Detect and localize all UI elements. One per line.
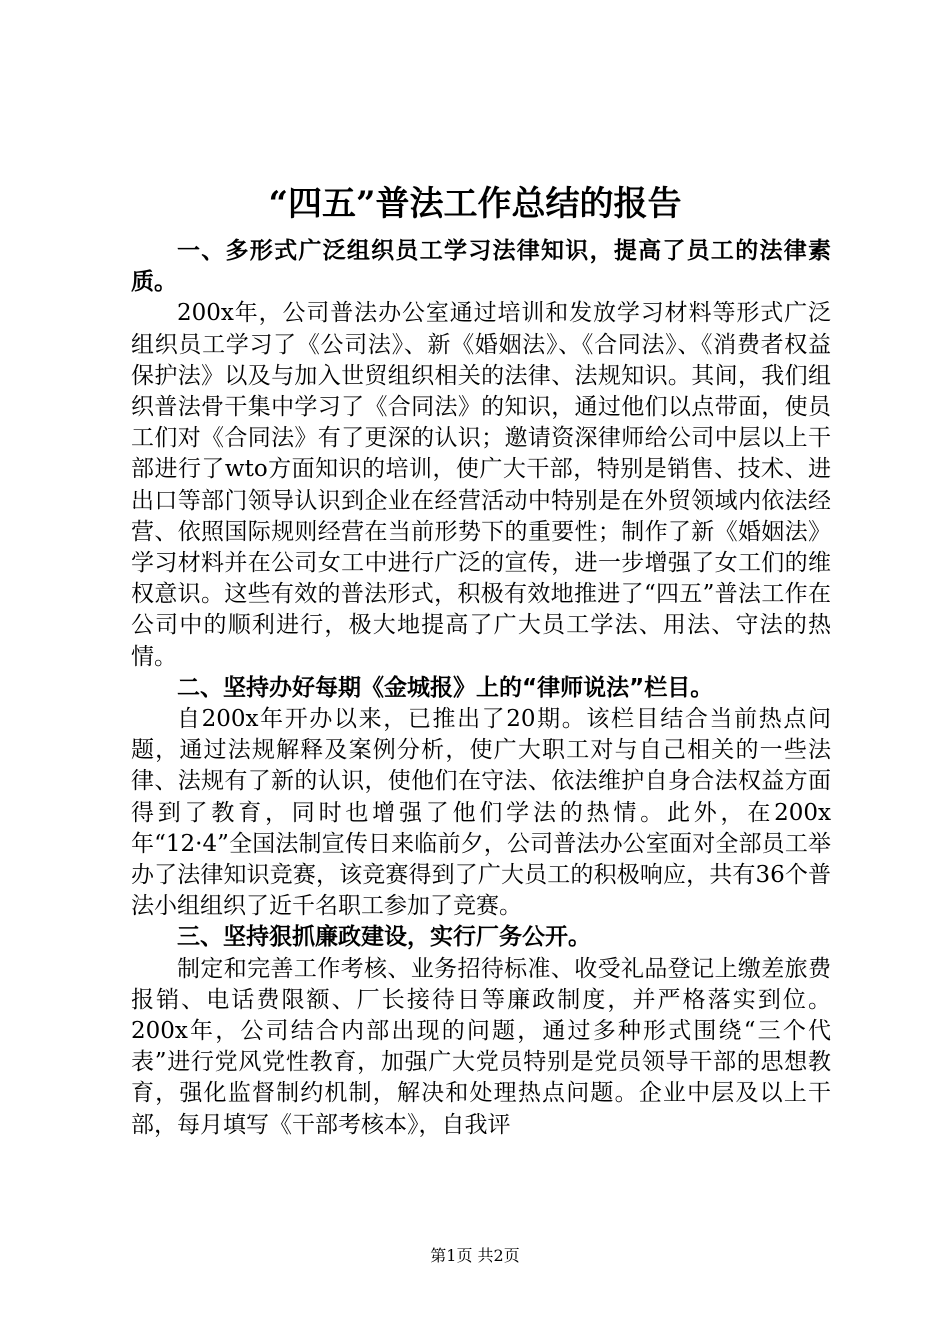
- section-heading-3: 三、坚持狠抓廉政建设，实行厂务公开。: [177, 924, 591, 951]
- section-paragraph-3: 制定和完善工作考核、业务招待标准、收受礼品登记上缴差旅费报销、电话费限额、厂长接待日等廉政制度，并严格落实到位。200x年，公司结合内部出现的问题，通过多种形式围绕“三个代表”进行党风党性教育，加强广大党员特别是党员领导干部的思想教育，强化监督制约机制，解决和处理热点问题。企业中层及以上干部，每月填写《干部考核本》，自我评: [131, 955, 831, 1138]
- page-number-footer: 第1页 共2页: [430, 1246, 520, 1265]
- section-heading-2: 二、坚持办好每期《金城报》上的“律师说法”栏目。: [177, 674, 714, 701]
- section-paragraph-1: 200x年，公司普法办公室通过培训和发放学习材料等形式广泛组织员工学习了《公司法》、新《婚姻法》、《合同法》、《消费者权益保护法》以及与加入世贸组织相关的法律、法规知识。其间，我们组织普法骨干集中学习了《合同法》的知识，通过他们以点带面，使员工们对《合同法》有了更深的认识；邀请资深律师给公司中层以上干部进行了wto方面知识的培训，使广大干部，特别是销售、技术、进出口等部门领导认识到企业在经营活动中特别是在外贸领域内依法经营、依照国际规则经营在当前形势下的重要性；制作了新《婚姻法》学习材料并在公司女工中进行广泛的宣传，进一步增强了女工们的维权意识。这些有效的普法形式，积极有效地推进了“四五”普法工作在公司中的顺利进行，极大地提高了广大员工学法、用法、守法的热情。: [131, 300, 831, 670]
- document-body: [131, 236, 831, 1141]
- section-heading-1: 一、多形式广泛组织员工学习法律知识，提高了员工的法律素质。: [131, 238, 831, 296]
- section-paragraph-2: 自200x年开办以来，已推出了20期。该栏目结合当前热点问题，通过法规解释及案例分析，使广大职工对与自己相关的一些法律、法规有了新的认识，使他们在守法、依法维护自身合法权益方面得到了教育，同时也增强了他们学法的热情。此外，在200x年“12·4”全国法制宣传日来临前夕，公司普法办公室面对全部员工举办了法律知识竞赛，该竞赛得到了广大员工的积极响应，共有36个普法小组组织了近千名职工参加了竞赛。: [131, 706, 831, 920]
- document-title: “四五”普法工作总结的报告: [268, 184, 682, 224]
